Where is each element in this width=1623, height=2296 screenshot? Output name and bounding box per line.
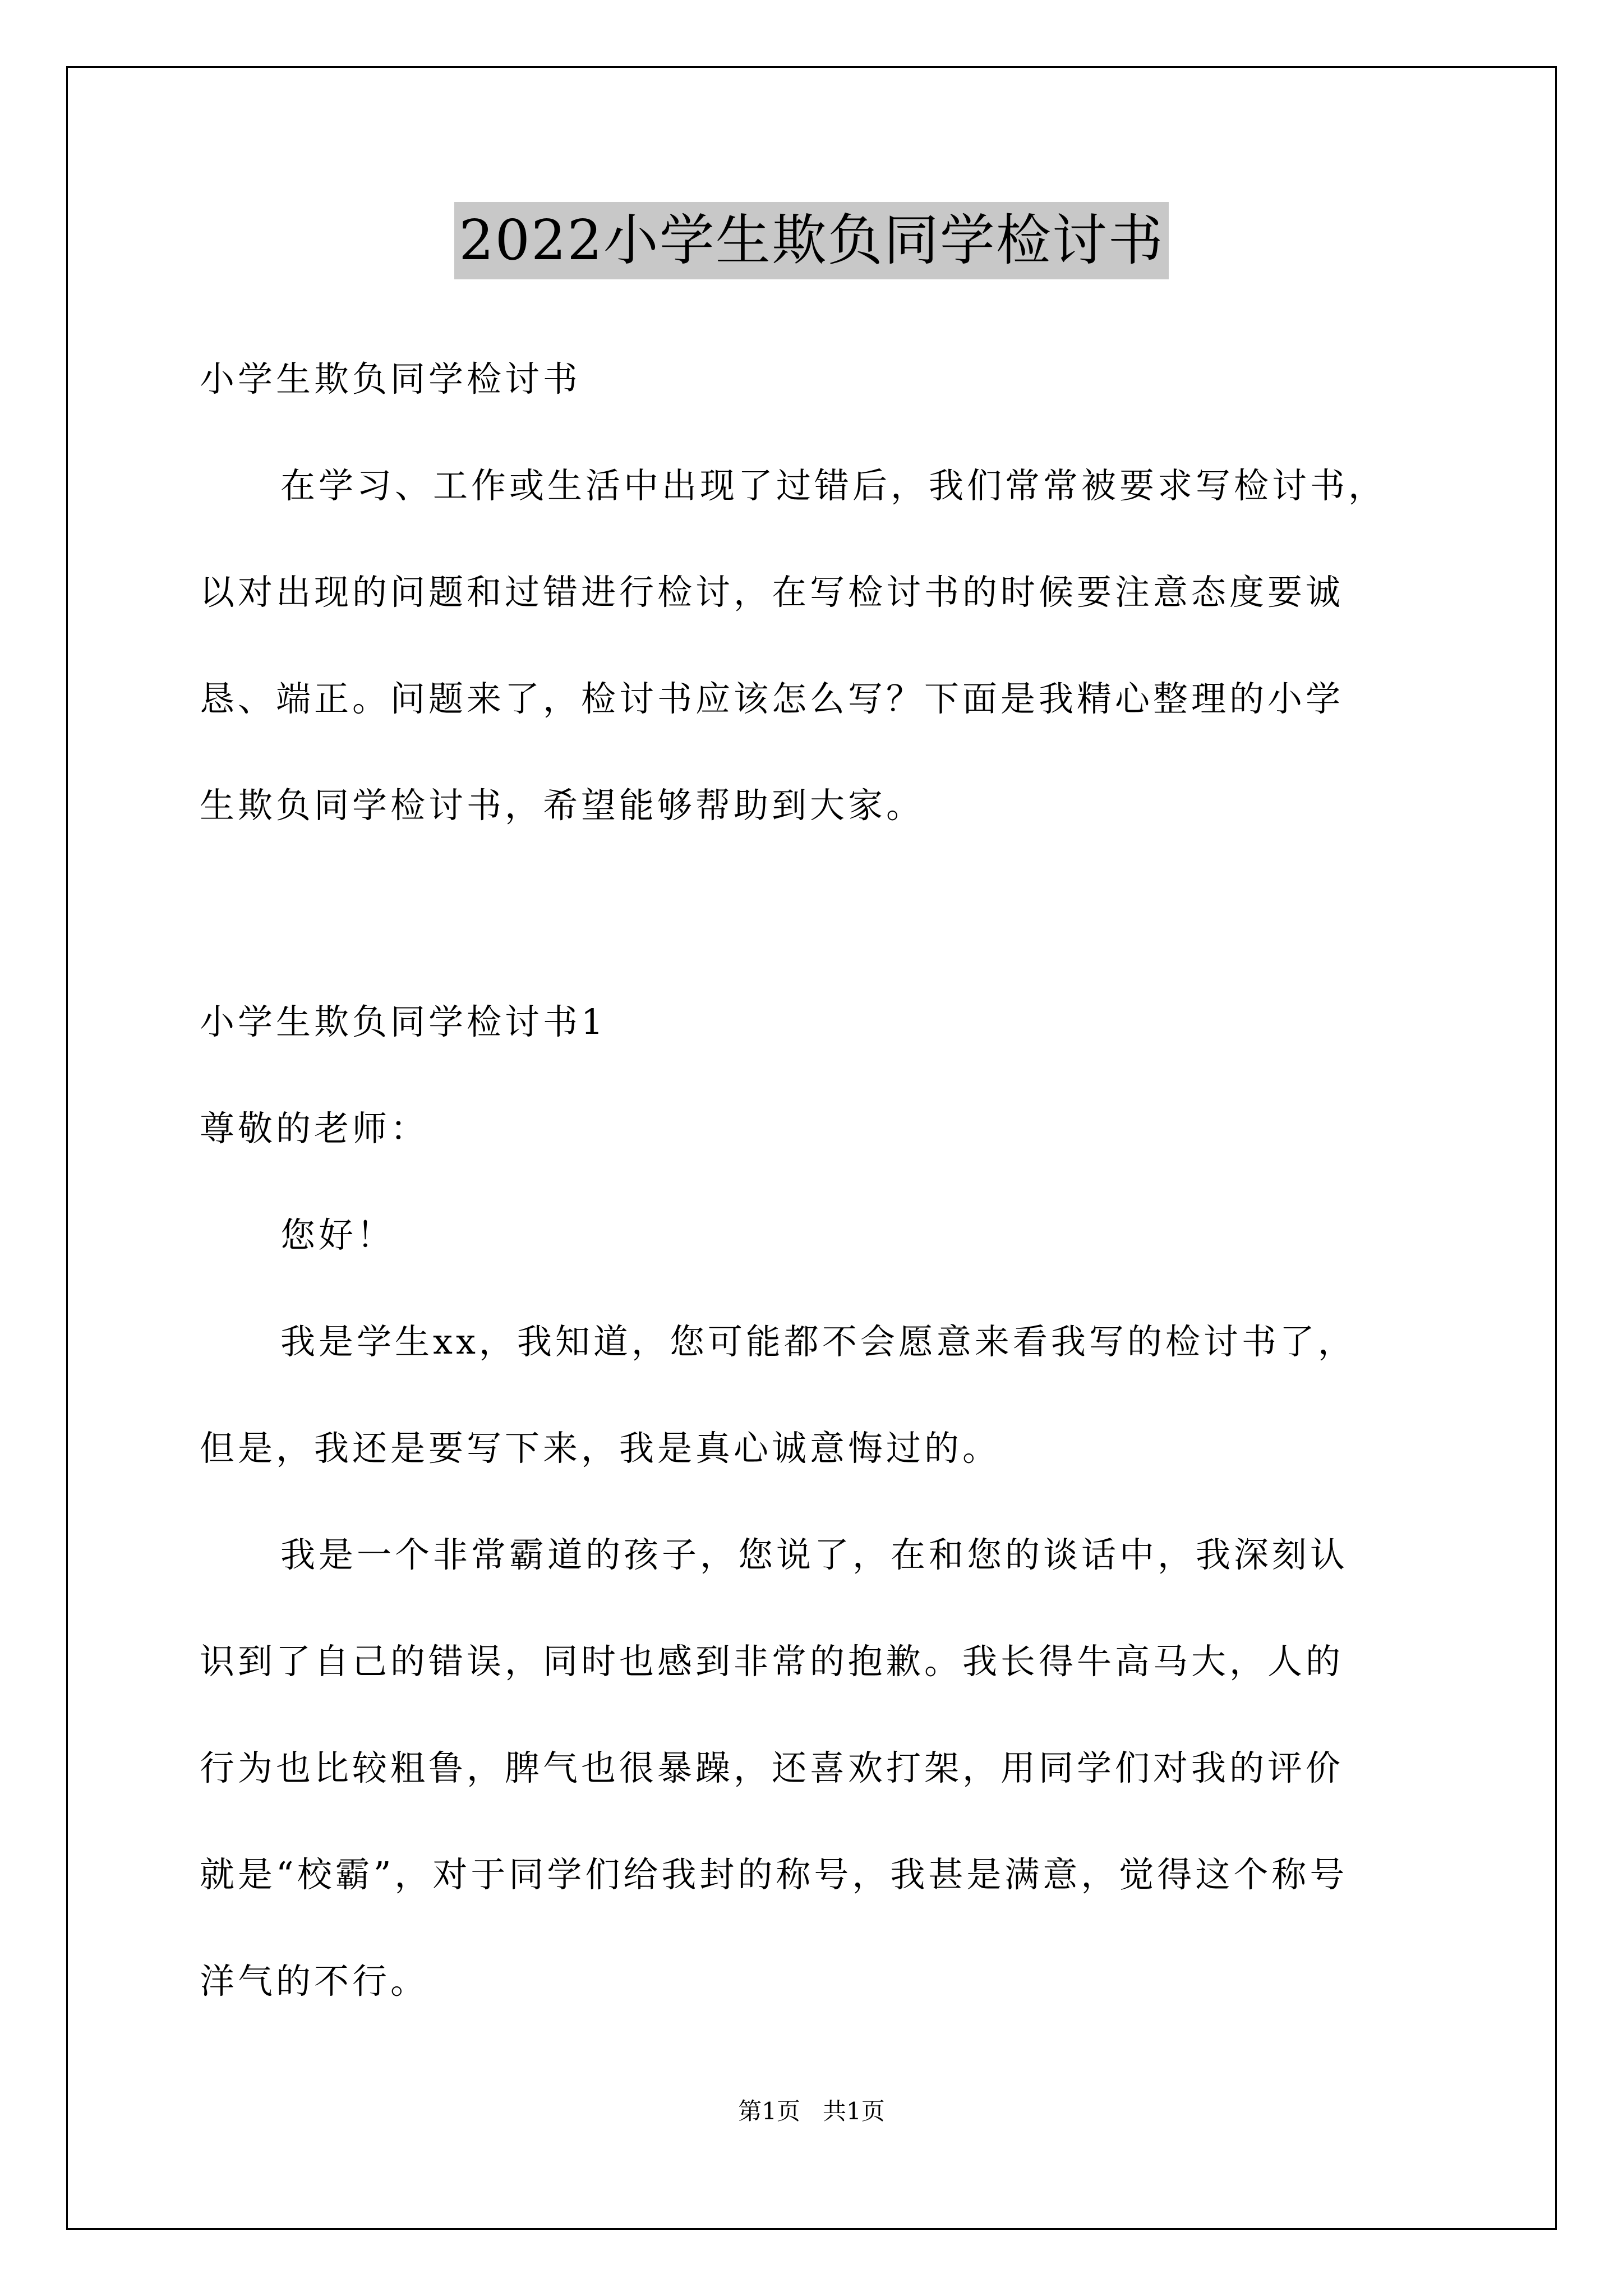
section-heading: 小学生欺负同学检讨书1 [200, 1001, 607, 1042]
page-number: 第1页 [738, 2097, 800, 2125]
paragraph-line: 恳、端正。问题来了，检讨书应该怎么写？下面是我精心整理的小学 [200, 678, 1344, 719]
paragraph-line: 识到了自己的错误，同时也感到非常的抱歉。我长得牛高马大，人的 [200, 1641, 1344, 1682]
paragraph-line: 就是“校霸”，对于同学们给我封的称号，我甚是满意，觉得这个称号 [200, 1854, 1348, 1895]
paragraph-line: 在学习、工作或生活中出现了过错后，我们常常被要求写检讨书， [280, 465, 1387, 506]
document-title: 2022小学生欺负同学检讨书 [454, 202, 1168, 279]
title-container [0, 202, 1623, 279]
paragraph-line: 我是学生xx，我知道，您可能都不会愿意来看我写的检讨书了， [280, 1321, 1356, 1362]
page-total: 共1页 [823, 2097, 885, 2125]
subtitle-line: 小学生欺负同学检讨书 [200, 358, 582, 399]
paragraph-line: 行为也比较粗鲁，脾气也很暴躁，还喜欢打架，用同学们对我的评价 [200, 1747, 1344, 1788]
paragraph-line: 但是，我还是要写下来，我是真心诚意悔过的。 [200, 1428, 1001, 1469]
paragraph-line: 我是一个非常霸道的孩子，您说了，在和您的谈话中，我深刻认 [280, 1534, 1349, 1575]
greeting: 您好！ [280, 1214, 395, 1255]
page-footer [0, 2096, 1623, 2127]
paragraph-line: 以对出现的问题和过错进行检讨，在写检讨书的时候要注意态度要诚 [200, 572, 1344, 613]
paragraph-line: 洋气的不行。 [200, 1961, 429, 2001]
paragraph-line: 生欺负同学检讨书，希望能够帮助到大家。 [200, 785, 925, 826]
salutation: 尊敬的老师： [200, 1108, 429, 1149]
